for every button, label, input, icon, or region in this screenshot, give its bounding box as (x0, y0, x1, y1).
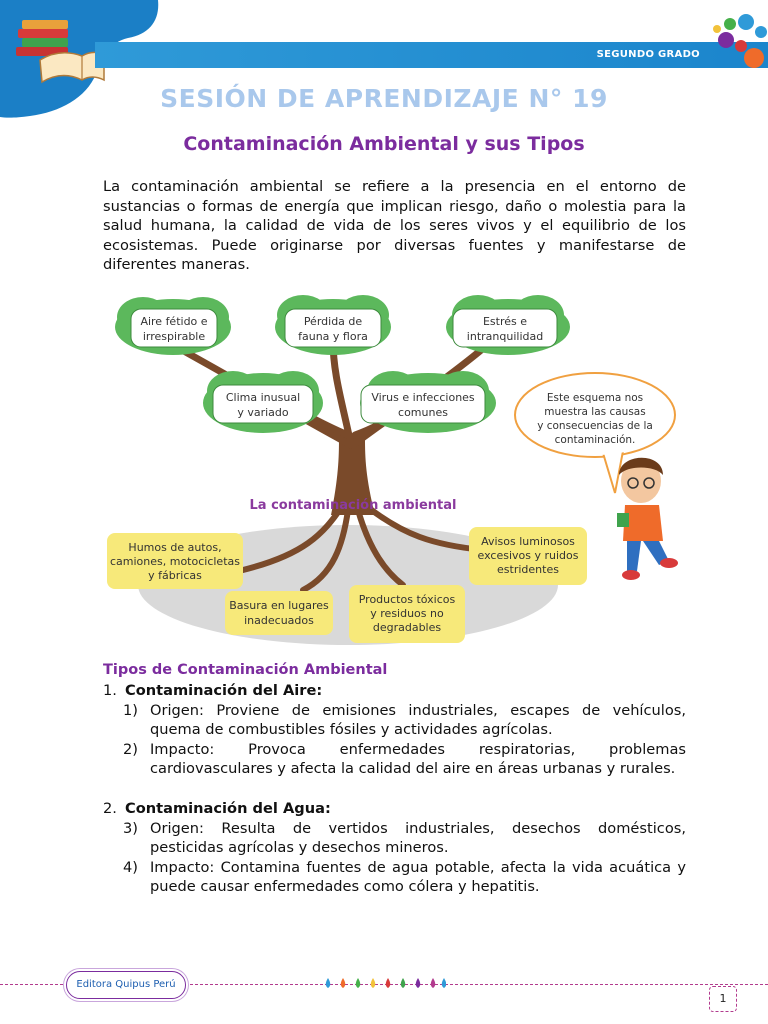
decorative-drops (322, 976, 446, 994)
publisher-name: Editora Quipus Perú (76, 979, 176, 990)
bubble-line-3: y consecuencias de la (537, 420, 653, 432)
sub-list-number: 4) (123, 858, 138, 876)
effect-label-5-line2: comunes (398, 406, 448, 419)
effect-label-3-line1: Estrés e (482, 315, 528, 328)
sub-list-text: Impacto: Contamina fuentes de agua potable, afecta la vida acuática y puede causar enfermedades como cólera y hepatitis. (150, 858, 686, 896)
cause-label-1-line2: camiones, motocicletas (109, 555, 241, 568)
list-item-title: Contaminación del Agua: (125, 799, 331, 817)
page-number: 1 (709, 986, 737, 1012)
effect-label-1-line2: irrespirable (142, 330, 206, 343)
list-item (103, 799, 686, 819)
page-title: Contaminación Ambiental y sus Tipos (183, 133, 585, 155)
cause-label-2-line1: Basura en lugares (229, 599, 329, 612)
cause-label-1-line1: Humos de autos, (128, 541, 222, 554)
effect-label-2-line1: Pérdida de (303, 315, 363, 328)
sub-list-item (123, 819, 686, 858)
cause-label-3-line3: degradables (372, 621, 442, 634)
cause-label-3-line2: y residuos no (370, 607, 444, 620)
sub-list-number: 1) (123, 701, 138, 719)
tree-trunk-label: La contaminación ambiental (249, 498, 457, 513)
effect-label-1-line1: Aire fétido e (140, 315, 208, 328)
bubble-line-1: Este esquema nos (546, 392, 644, 404)
cause-label-4-line3: estridentes (497, 563, 559, 576)
sub-list-number: 3) (123, 819, 138, 837)
list-item (103, 681, 686, 701)
session-title: SESIÓN DE APRENDIZAJE N° 19 (160, 84, 608, 113)
effect-label-5-line1: Virus e infecciones (371, 391, 475, 404)
sub-list-text: Impacto: Provoca enfermedades respiratorias, problemas cardiovasculares y afecta la calidad del aire en áreas urbanas y rurales. (150, 740, 686, 778)
sub-list-item (123, 858, 686, 897)
list-number: 1. (103, 682, 117, 699)
sub-list-text: Origen: Resulta de vertidos industriales, desechos domésticos, pesticidas agrícolas y desechos mineros. (150, 819, 686, 857)
cause-label-3-line1: Productos tóxicos (358, 593, 456, 606)
sub-list-item (123, 701, 686, 740)
grade-label: SEGUNDO GRADO (596, 49, 700, 60)
contamination-types-list (103, 681, 686, 897)
child-character (617, 458, 678, 580)
contamination-tree-illustration (103, 285, 693, 647)
cause-label-2-line2: inadecuados (244, 614, 314, 627)
cause-label-4-line2: excesivos y ruidos (477, 549, 579, 562)
publisher-badge (66, 971, 186, 999)
bubble-line-2: muestra las causas (544, 406, 646, 418)
sub-list-number: 2) (123, 740, 138, 758)
sub-list-item (123, 740, 686, 779)
bubble-line-4: contaminación. (554, 434, 636, 446)
list-number: 2. (103, 799, 117, 817)
cause-label-1-line3: y fábricas (148, 569, 202, 582)
section-title: Tipos de Contaminación Ambiental (103, 662, 388, 678)
effect-label-3-line2: intranquilidad (466, 330, 544, 343)
sub-list-text: Origen: Proviene de emisiones industriales, escapes de vehículos, quema de combustibles fósiles y actividades agrícolas. (150, 701, 686, 739)
intro-paragraph: La contaminación ambiental se refiere a la presencia en el entorno de sustancias o formas de energía que implican riesgo, daño o molestia para la salud humana, la calidad de vida de los seres vivos y el equilibrio de los ecosistemas. Puede originarse por diversas fuentes y manifestarse de diferentes maneras. (103, 178, 686, 274)
cause-label-4-line1: Avisos luminosos (481, 535, 575, 548)
effect-label-4-line1: Clima inusual (225, 391, 301, 404)
decorative-dots (708, 10, 768, 70)
effect-label-4-line2: y variado (237, 406, 289, 419)
effect-label-2-line2: fauna y flora (298, 330, 368, 343)
list-item-title: Contaminación del Aire: (125, 682, 323, 699)
